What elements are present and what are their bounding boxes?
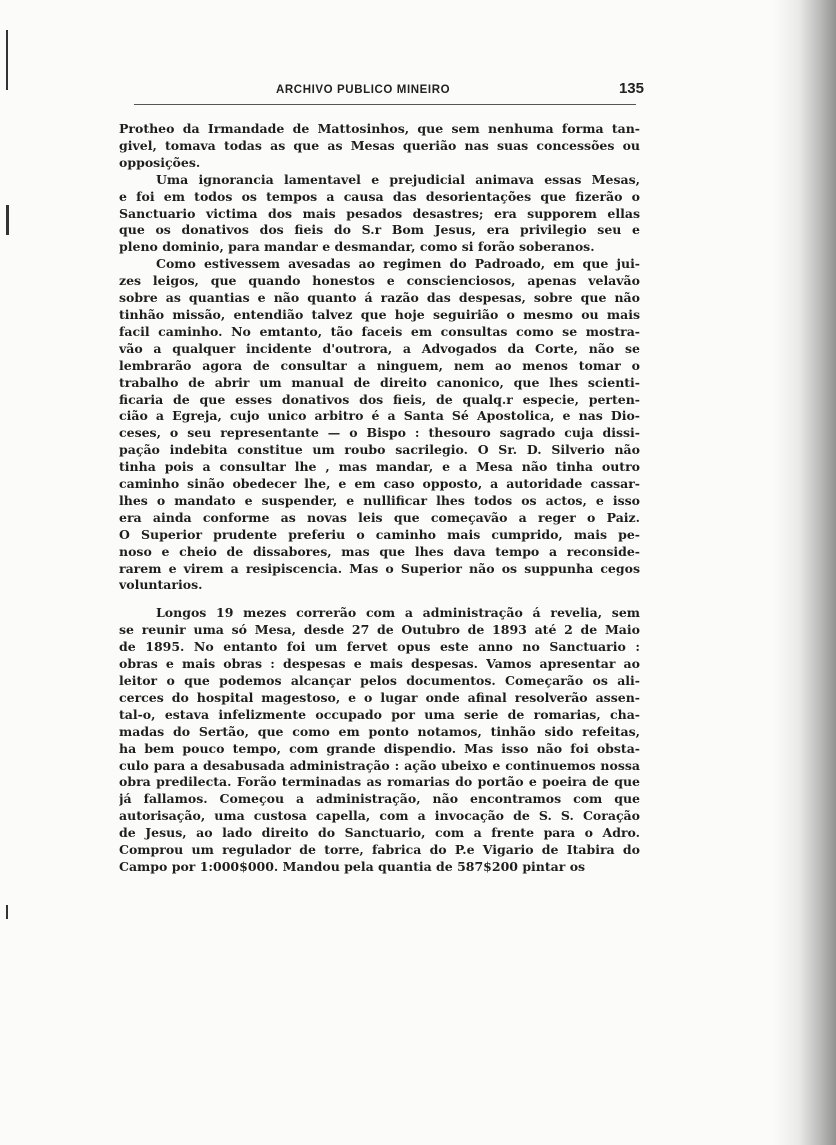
paragraph	[119, 256, 640, 594]
paragraph	[119, 172, 640, 257]
text-line: cerces do hospital magestoso, e o lugar onde afinal resolverão assen-	[119, 689, 640, 705]
text-line: givel, tomava todas as que as Mesas querião nas suas concessões ou	[119, 137, 640, 153]
text-line: trabalho de abrir um manual de direito canonico, que lhes scienti-	[119, 374, 640, 390]
text-line: autorisação, uma custosa capella, com a invocação de S. S. Coração	[119, 808, 640, 824]
text-line: Uma ignorancia lamentavel e prejudicial animava essas Mesas,	[156, 171, 640, 187]
text-line: culo para a desabusada administração : ação ubeixo e continuemos nossa	[119, 757, 640, 773]
text-line: caminho sinão obedecer lhe, e em caso opposto, a autoridade cassar-	[119, 476, 640, 492]
text-line: de Jesus, ao lado direito do Sanctuario, com a frente para o Adro.	[119, 825, 640, 841]
text-line: obras e mais obras : despesas e mais despesas. Vamos apresentar ao	[119, 656, 640, 672]
text-line: Longos 19 mezes correrão com a administração á revelia, sem	[156, 605, 640, 621]
text-line: O Superior prudente preferiu o caminho mais cumprido, mais pe-	[119, 526, 640, 542]
text-line: de 1895. No entanto foi um fervet opus este anno no Sanctuario :	[119, 639, 640, 655]
text-line: tal-o, estava infelizmente occupado por uma serie de romarias, cha-	[119, 706, 640, 722]
paragraph	[119, 121, 640, 172]
text-line: opposições.	[119, 154, 201, 170]
text-line: lhes o mandato e suspender, e nullificar lhes todos os actos, e isso	[119, 492, 640, 508]
body-text	[119, 121, 640, 876]
text-line: voluntarios.	[119, 577, 203, 593]
scan-margin-mark	[6, 205, 9, 235]
text-line: ha bem pouco tempo, com grande dispendio. Mas isso não foi obsta-	[119, 740, 640, 756]
text-line: Comprou um regulador de torre, fabrica do P.e Vigario de Itabira do	[119, 842, 640, 858]
text-line: rarem e virem a resipiscencia. Mas o Superior não os suppunha cegos	[119, 560, 640, 576]
text-line: Sanctuario victima dos mais pesados desastres; era supporem ellas	[119, 205, 640, 221]
text-line: já fallamos. Começou a administração, não encontramos com que	[119, 791, 640, 807]
text-line: que os donativos dos fieis do S.r Bom Jesus, era privilegio seu e	[119, 222, 640, 238]
text-line: ficaria de que esses donativos dos fieis, de qualq.r especie, perten-	[119, 391, 640, 407]
text-line: Campo por 1:000$000. Mandou pela quantia de 587$200 pintar os	[119, 858, 586, 874]
text-line: pleno dominio, para mandar e desmandar, como si forão soberanos.	[119, 239, 595, 255]
text-line: Como estivessem avesadas ao regimen do Padroado, em que jui-	[156, 256, 640, 272]
paragraph	[119, 605, 640, 876]
text-line: facil caminho. No emtanto, tão faceis em consultas como se mostra-	[119, 323, 640, 339]
text-line: lembrarão agora de consultar a ninguem, nem ao menos tomar o	[119, 357, 640, 373]
text-line: madas do Sertão, que como em ponto notamos, tinhão sido refeitas,	[119, 723, 640, 739]
text-line: Protheo da Irmandade de Mattosinhos, que sem nenhuma forma tan-	[119, 121, 640, 136]
page-number: 135	[618, 80, 644, 97]
text-line: leitor o que podemos alcançar pelos documentos. Começarão os ali-	[119, 673, 640, 688]
text-line: vão a qualquer incidente d'outrora, a Advogados da Corte, não se	[119, 340, 640, 356]
scan-margin-mark	[6, 30, 8, 90]
header-rule	[134, 104, 636, 105]
text-line: zes leigos, que quando honestos e conscienciosos, apenas velavão	[119, 273, 640, 289]
text-line: noso e cheio de dissabores, mas que lhes dava tempo a reconside-	[119, 543, 640, 559]
text-line: sobre as quantias e não quanto á razão das despesas, sobre que não	[119, 290, 640, 306]
text-line: pação indebita constitue um roubo sacrilegio. O Sr. D. Silverio não	[119, 442, 640, 458]
scan-page-edge-shadow	[774, 0, 836, 1145]
text-line: e foi em todos os tempos a causa das desorientações que fizerão o	[119, 188, 640, 204]
text-line: obra predilecta. Forão terminadas as romarias do portão e poeira de que	[119, 774, 640, 790]
text-line: se reunir uma só Mesa, desde 27 de Outubro de 1893 até 2 de Maio	[119, 622, 640, 638]
text-line: ceses, o seu representante — o Bispo : thesouro sagrado cuja dissi-	[119, 425, 640, 441]
text-line: era ainda conforme as novas leis que começavão a reger o Paiz.	[119, 509, 640, 525]
page-header	[124, 80, 644, 102]
text-line: tinha pois a consultar lhe , mas mandar, e a Mesa não tinha outro	[119, 459, 640, 475]
text-line: tinhão missão, entendião talvez que hoje seguirião o mesmo ou mais	[119, 306, 640, 322]
text-line: cião a Egreja, cujo unico arbitro é a Santa Sé Apostolica, e nas Dio-	[119, 408, 640, 424]
scan-margin-mark	[6, 905, 8, 919]
running-head: ARCHIVO PUBLICO MINEIRO	[276, 84, 451, 96]
